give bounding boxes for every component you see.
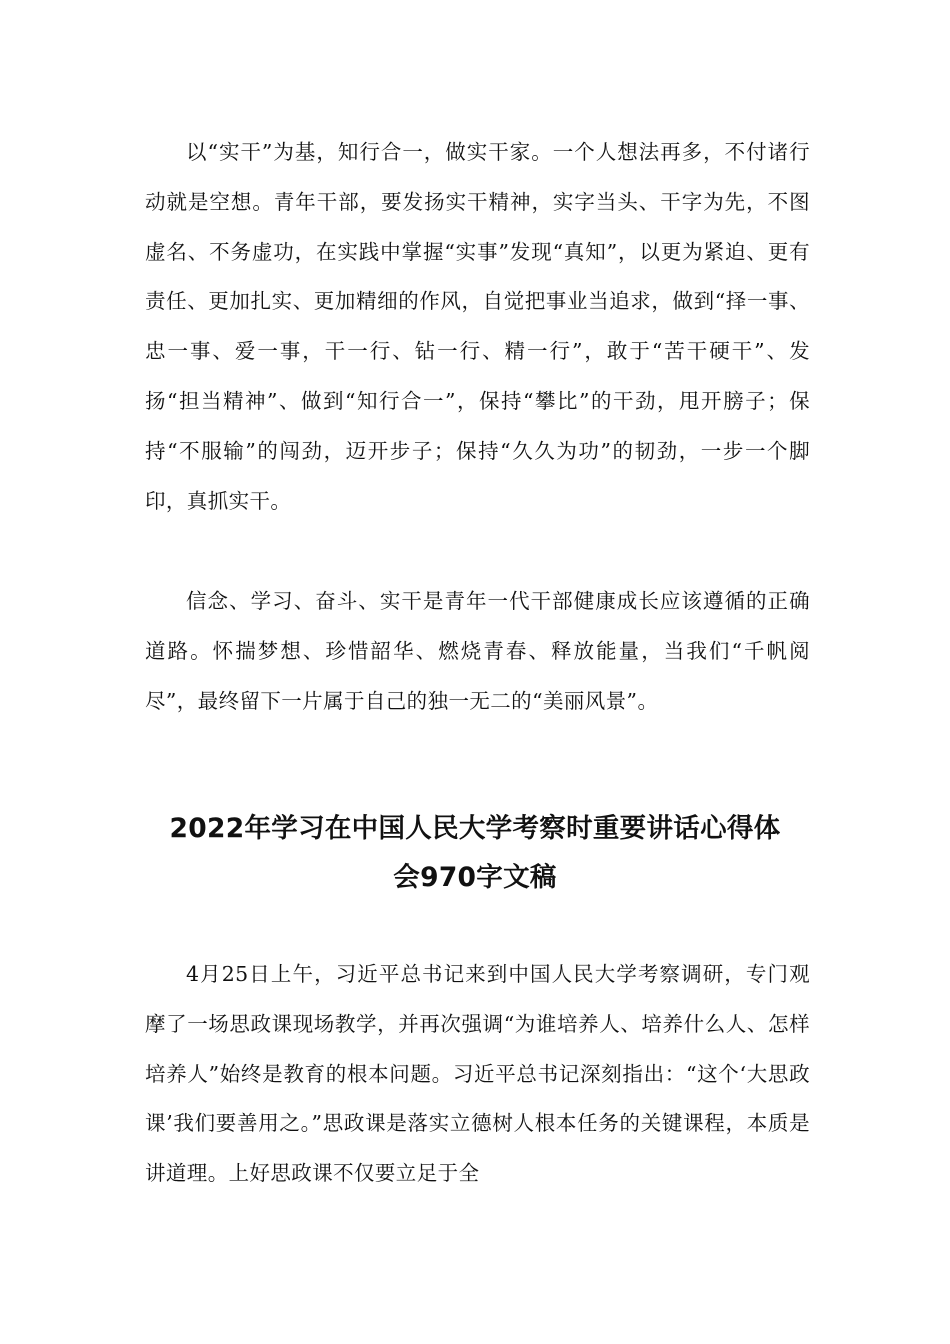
article-title-line-1: 2022年学习在中国人民大学考察时重要讲话心得体	[169, 813, 781, 844]
article-title	[120, 804, 830, 902]
body-paragraph-shigan: 以“实干”为基，知行合一，做实干家。一个人想法再多，不付诸行动就是空想。青年干部，要发扬实干精神，实字当头、干字为先，不图虚名、不务虚功，在实践中掌握“实事”发现“真知”，以更为紧迫、更有责任、更加扎实、更加精细的作风，自觉把事业当追求，做到“择一事、忠一事、爱一事，干一行、钻一行、精一行”，敢于“苦干硬干”、发扬“担当精神”、做到“知行合一”，保持“攀比”的干劲，甩开膀子；保持“不服输”的闯劲，迈开步子；保持“久久为功”的韧劲，一步一个脚印，真抓实干。	[145, 140, 810, 513]
body-paragraph-conclusion: 信念、学习、奋斗、实干是青年一代干部健康成长应该遵循的正确道路。怀揣梦想、珍惜韶华、燃烧青春、释放能量，当我们“千帆阅尽”，最终留下一片属于自己的独一无二的“美丽风景”。	[145, 589, 810, 713]
article-title-line-2: 会970字文稿	[393, 862, 557, 893]
body-paragraph-intro: 4月25日上午，习近平总书记来到中国人民大学考察调研，专门观摩了一场思政课现场教学，并再次强调“为谁培养人、培养什么人、怎样培养人”始终是教育的根本问题。习近平总书记深刻指出：“这个‘大思政课’我们要善用之。”思政课是落实立德树人根本任务的关键课程，本质是讲道理。上好思政课不仅要立足于全	[145, 962, 810, 1186]
